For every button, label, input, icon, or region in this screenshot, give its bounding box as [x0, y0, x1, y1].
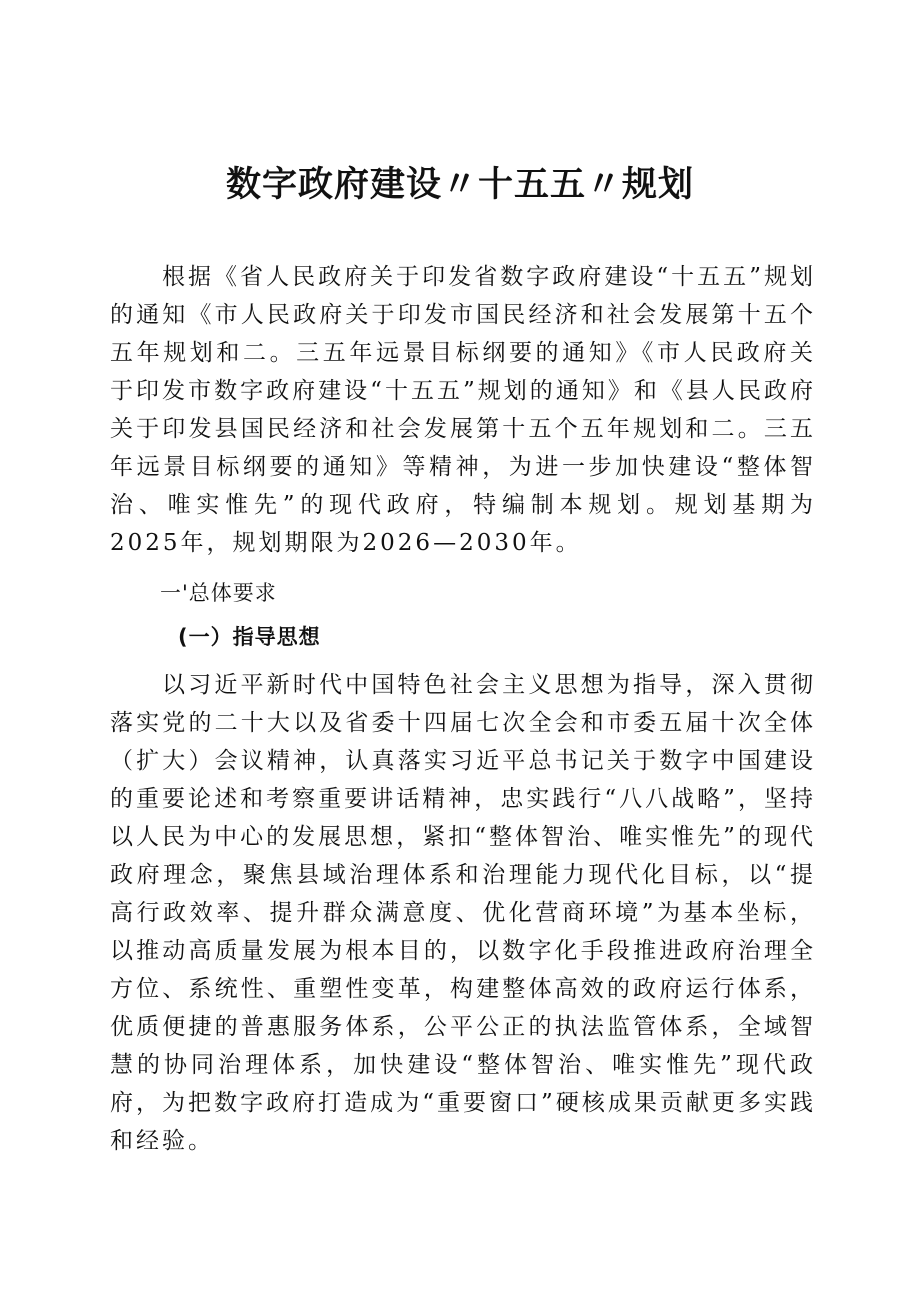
intro-paragraph: 根据《省人民政府关于印发省数字政府建设“十五五”规划的通知《市人民政府关于印发市国民经济和社会发展第十五个五年规划和二。三五年远景目标纲要的通知》《市人民政府关于印发市数字政府建设“十五五”规划的通知》和《县人民政府关于印发县国民经济和社会发展第十五个五年规划和二。三五年远景目标纲要的通知》等精神，为进一步加快建设“整体智治、唯实惟先”的现代政府，特编制本规划。规划基期为2025年，规划期限为2026—2030年。: [110, 264, 816, 556]
section-heading: 一'总体要求: [160, 581, 277, 605]
guiding-paragraph: 以习近平新时代中国特色社会主义思想为指导，深入贯彻落实党的二十大以及省委十四届七次全会和市委五届十次全体（扩大）会议精神，认真落实习近平总书记关于数字中国建设的重要论述和考察重要讲话精神，忠实践行“八八战略”，坚持以人民为中心的发展思想，紧扣“整体智治、唯实惟先”的现代政府理念，聚焦县域治理体系和治理能力现代化目标，以“提高行政效率、提升群众满意度、优化营商环境”为基本坐标，以推动高质量发展为根本目的，以数字化手段推进政府治理全方位、系统性、重塑性变革，构建整体高效的政府运行体系，优质便捷的普惠服务体系，公平公正的执法监管体系，全域智慧的协同治理体系，加快建设“整体智治、唯实惟先”现代政府，为把数字政府打造成为“重要窗口”硬核成果贡献更多实践和经验。: [110, 672, 816, 1154]
document-title: 数字政府建设〃十五五〃规划: [225, 165, 694, 205]
subsection-heading: (一）指导思想: [178, 625, 321, 649]
